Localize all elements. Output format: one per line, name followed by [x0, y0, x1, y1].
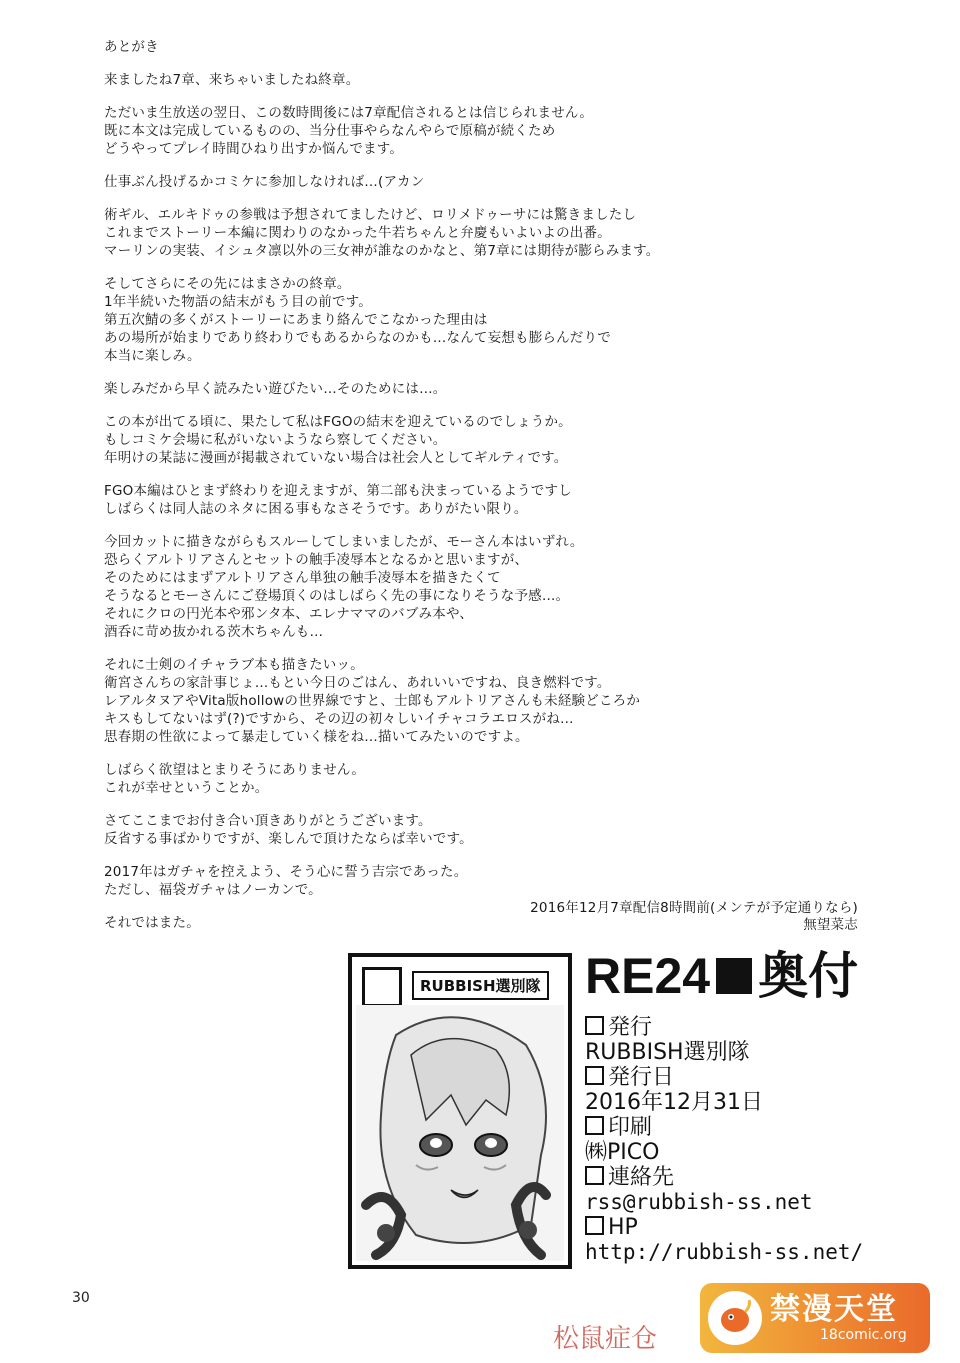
black-square-icon: [716, 958, 752, 994]
afterword-paragraph: [104, 104, 864, 158]
afterword-paragraph: [104, 812, 864, 848]
afterword-paragraph: [104, 275, 864, 365]
afterword-line: レアルタヌアやVita版hollowの世界線ですと、士郎もアルトリアさんも未経験どころか: [104, 693, 641, 709]
afterword-line: どうやってプレイ時間ひねり出すか悩んでます。: [104, 141, 404, 157]
signature-block: [530, 900, 858, 934]
afterword-line: 反省する事ばかりですが、楽しんで頂けたならば幸いです。: [104, 831, 473, 847]
afterword-line: そのためにはまずアルトリアさん単独の触手凌辱本を描きたくて: [104, 570, 501, 586]
afterword-paragraph: [104, 380, 864, 398]
afterword-line: これまでストーリー本編に関わりのなかった牛若ちゃんと弁慶もいよいよの出番。: [104, 225, 611, 241]
watermark-partial-text: 松鼠症仓: [553, 1324, 658, 1354]
colophon-label-contact: 連絡先: [585, 1165, 885, 1190]
afterword-line: あとがき: [104, 39, 159, 55]
cover-circle-logo: RUBBISH選別隊: [412, 971, 549, 1000]
afterword-line: マーリンの実装、イシュタ凛以外の三女神が誰なのかなと、第7章には期待が膨らみます。: [104, 243, 660, 259]
colophon-title-prefix: RE24: [585, 948, 711, 1004]
afterword-line: 酒呑に苛め抜かれる茨木ちゃんも…: [104, 624, 324, 640]
afterword-line: それに士剣のイチャラブ本も描きたいッ。: [104, 657, 364, 673]
colophon-label-publisher: 発行: [585, 1015, 885, 1040]
afterword-line: ただいま生放送の翌日、この数時間後には7章配信されるとは信じられません。: [104, 105, 594, 121]
afterword-line: 仕事ぶん投げるかコミケに参加しなければ…(アカン: [104, 174, 425, 190]
afterword-paragraph: [104, 761, 864, 797]
checkbox-icon: [585, 1016, 604, 1035]
cover-thumbnail: [348, 953, 572, 1269]
afterword-line: FGO本編はひとまず終わりを迎えますが、第二部も決まっているようですし: [104, 483, 572, 499]
colophon-value-date: 2016年12月31日: [585, 1090, 763, 1115]
signature-date-line: 2016年12月7章配信8時間前(メンテが予定通りなら): [530, 900, 858, 916]
colophon-value-contact: rss@rubbish-ss.net: [585, 1190, 813, 1214]
afterword-line: 衛宮さんちの家計事じょ…もとい今日のごはん、あれいいですね、良き燃料です。: [104, 675, 611, 691]
colophon-label-homepage: HP: [585, 1215, 885, 1240]
colophon-value-homepage: http://rubbish-ss.net/: [585, 1240, 864, 1264]
afterword-line: 本当に楽しみ。: [104, 348, 201, 364]
afterword-paragraph: [104, 71, 864, 89]
afterword-line: それではまた。: [104, 915, 200, 931]
afterword-line: 来ましたね7章、来ちゃいましたね終章。: [104, 72, 360, 88]
afterword-line: 年明けの某誌に漫画が掲載されていない場合は社会人としてギルティです。: [104, 450, 568, 466]
afterword-paragraph: [104, 413, 864, 467]
afterword-paragraph: [104, 482, 864, 518]
afterword-line: 今回カットに描きながらもスルーしてしまいましたが、モーさん本はいずれ。: [104, 534, 584, 550]
colophon-items: [585, 1015, 885, 1265]
afterword-line: 既に本文は完成しているものの、当分仕事やらなんやらで原稿が続くため: [104, 123, 556, 139]
afterword-paragraph: [104, 206, 864, 260]
afterword-line: 1年半続いた物語の結末がもう目の前です。: [104, 294, 373, 310]
afterword-line: この本が出てる頃に、果たして私はFGOの結末を迎えているのでしょうか。: [104, 414, 572, 430]
colophon-title-suffix: 奥付: [758, 948, 859, 1004]
afterword-line: 2017年はガチャを控えよう、そう心に誓う吉宗であった。: [104, 864, 468, 880]
afterword-paragraph: [104, 533, 864, 641]
afterword-paragraph: [104, 38, 864, 56]
afterword-line: もしコミケ会場に私がいないようなら察してください。: [104, 432, 447, 448]
cover-blank-square: [362, 967, 402, 1007]
afterword-line: 術ギル、エルキドゥの参戦は予想されてましたけど、ロリメドゥーサには驚きましたし: [104, 207, 637, 223]
site-watermark: [700, 1283, 930, 1353]
colophon: [585, 945, 885, 1265]
afterword-line: 恐らくアルトリアさんとセットの触手凌辱本となるかと思いますが、: [104, 552, 529, 568]
afterword-line: ただし、福袋ガチャはノーカンで。: [104, 882, 322, 898]
afterword-paragraph: [104, 173, 864, 191]
afterword-line: 思春期の性欲によって暴走していく様をね…描いてみたいのですよ。: [104, 729, 529, 745]
cover-illustration: [356, 1005, 564, 1261]
colophon-label-date: 発行日: [585, 1065, 885, 1090]
colophon-value-publisher: RUBBISH選別隊: [585, 1040, 750, 1065]
watermark-text-block: [770, 1293, 907, 1343]
colophon-title: [585, 945, 885, 1007]
signature-author: 無望菜志: [803, 917, 858, 933]
afterword-line: しばらく欲望はとまりそうにありません。: [104, 762, 366, 778]
watermark-url: 18comic.org: [820, 1327, 907, 1343]
afterword-body: [104, 38, 864, 947]
afterword-line: さてここまでお付き合い頂きありがとうございます。: [104, 813, 432, 829]
colophon-label-printer: 印刷: [585, 1115, 885, 1140]
afterword-paragraph: [104, 863, 864, 899]
afterword-line: 第五次鯖の多くがストーリーにあまり絡んでこなかった理由は: [104, 312, 488, 328]
checkbox-icon: [585, 1166, 604, 1185]
checkbox-icon: [585, 1066, 604, 1085]
colophon-value-printer: ㈱PICO: [585, 1140, 660, 1165]
fish-emblem-icon: [708, 1291, 762, 1345]
checkbox-icon: [585, 1216, 604, 1235]
afterword-line: あの場所が始まりであり終わりでもあるからなのかも…なんて妄想も膨らんだりで: [104, 330, 611, 346]
watermark-title: 禁漫天堂: [770, 1292, 898, 1327]
afterword-line: 楽しみだから早く読みたい遊びたい…そのためには…。: [104, 381, 447, 397]
afterword-line: そしてさらにその先にはまさかの終章。: [104, 276, 351, 292]
afterword-line: しばらくは同人誌のネタに困る事もなさそうです。ありがたい限り。: [104, 501, 528, 517]
afterword-paragraph: [104, 656, 864, 746]
page-number: 30: [72, 1290, 90, 1306]
afterword-line: これが幸せということか。: [104, 780, 269, 796]
afterword-line: そうなるとモーさんにご登場頂くのはしばらく先の事になりそうな予感…。: [104, 588, 570, 604]
afterword-line: それにクロの円光本や邪ンタ本、エレナママのバブみ本や、: [104, 606, 474, 622]
afterword-line: キスもしてないはず(?)ですから、その辺の初々しいイチャコラエロスがね…: [104, 711, 574, 727]
checkbox-icon: [585, 1116, 604, 1135]
